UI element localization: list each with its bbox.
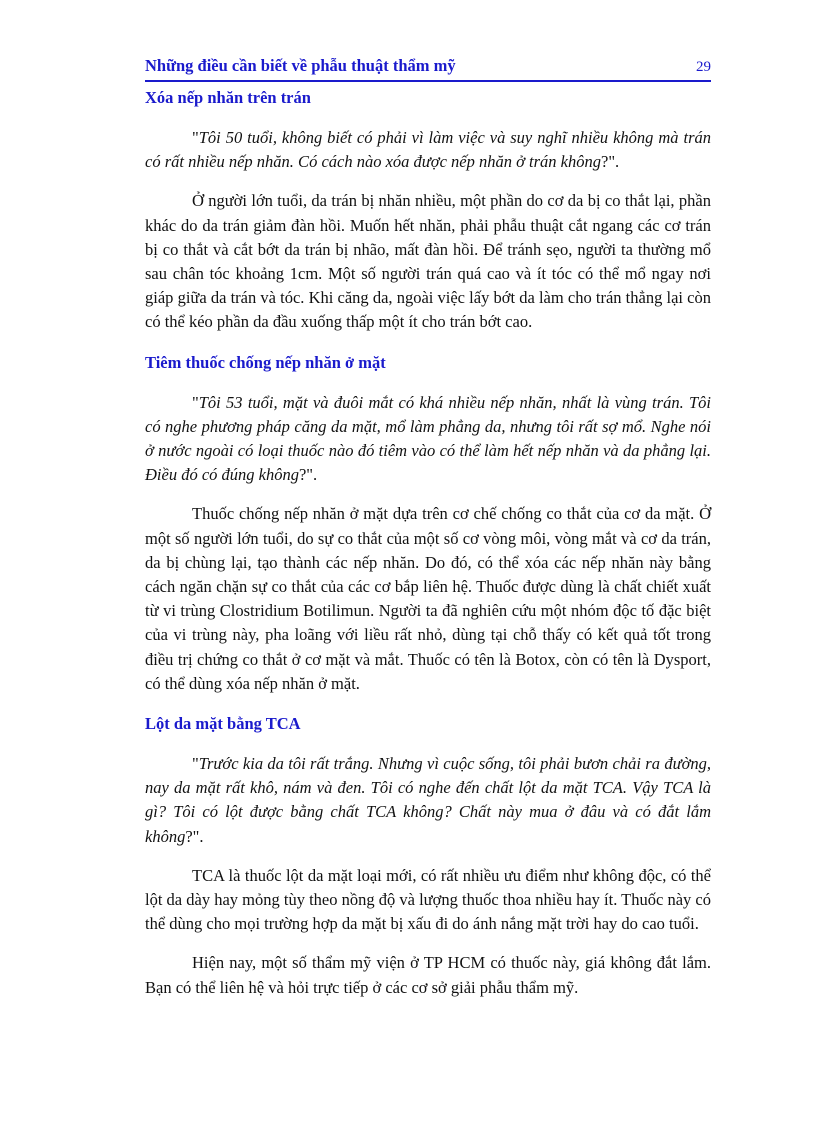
header-rule — [145, 80, 711, 82]
question-paragraph: "Tôi 53 tuổi, mặt và đuôi mắt có khá nhiều nếp nhăn, nhất là vùng trán. Tôi có nghe phương pháp căng da mặt, mổ làm phẳng da, nhưng tôi rất sợ mổ. Nghe nói ở nước ngoài có loại thuốc nào đó tiêm vào có thể làm hết nếp nhăn và da phẳng lại. Điều đó có đúng không?". — [145, 392, 711, 485]
page-content — [145, 86, 711, 1000]
page-number: 29 — [696, 59, 711, 75]
question-paragraph: "Trước kia da tôi rất trắng. Nhưng vì cuộc sống, tôi phải bươn chải ra đường, nay da mặt rất khô, nám và đen. Tôi có nghe đến chất lột da mặt TCA. Vậy TCA là gì? Tôi có lột được bằng chất TCA không? Chất này mua ở đâu và có đắt lắm không?". — [145, 754, 711, 846]
answer-paragraph: TCA là thuốc lột da mặt loại mới, có rất nhiều ưu điểm như không độc, có thể lột da dày hay mỏng tùy theo nồng độ và lượng thuốc thoa nhiều hay ít. Thuốc này có thể dùng cho mọi trường hợp da mặt bị xấu đi do ánh nắng mặt trời hay do cao tuổi. — [145, 865, 711, 934]
section-heading: Tiêm thuốc chống nếp nhăn ở mặt — [145, 352, 386, 372]
header-title: Những điều cần biết về phẫu thuật thẩm mỹ — [145, 56, 456, 75]
answer-paragraph: Hiện nay, một số thẩm mỹ viện ở TP HCM có thuốc này, giá không đắt lắm. Bạn có thể liên hệ và hỏi trực tiếp ở các cơ sở giải phẫu thẩm mỹ. — [145, 953, 711, 997]
answer-paragraph: Ở người lớn tuổi, da trán bị nhăn nhiều, một phần do cơ da bị co thắt lại, phần khác do da trán giảm đàn hồi. Muốn hết nhăn, phải phẫu thuật cắt ngang các cơ trán bị co thắt và cắt bớt da trán bị nhão, mất đàn hồi. Để tránh sẹo, người ta thường mổ sau chân tóc khoảng 1cm. Một số người trán quá cao và ít tóc có thể mổ ngay nơi giáp giữa da trán và tóc. Khi căng da, ngoài việc lấy bớt da làm cho trán thẳng lại còn có thể kéo phần da đầu xuống thấp một ít cho trán bớt cao. — [145, 191, 711, 332]
section-heading: Lột da mặt bằng TCA — [145, 714, 301, 734]
answer-paragraph: Thuốc chống nếp nhăn ở mặt dựa trên cơ chế chống co thắt của cơ da mặt. Ở một số người lớn tuổi, do sự co thắt của một số cơ vòng môi, vòng mắt và cơ da trán, da bị chùng lại, tạo thành các nếp nhăn. Do đó, có thể xóa các nếp nhăn này bằng cách ngăn chặn sự co thắt của các cơ bắp liên hệ. Thuốc được dùng là chất chiết xuất từ vi trùng Clostridium Botilimun. Người ta đã nghiên cứu một nhóm độc tố đặc biệt của vi trùng này, pha loãng với liều rất nhỏ, dùng tại chỗ thấy có kết quả tốt trong điều trị chứng co thắt ở cơ mặt và mắt. Thuốc có tên là Botox, còn có tên là Dysport, có thể dùng xóa nếp nhăn ở mặt. — [145, 504, 711, 693]
running-header — [145, 56, 711, 79]
question-paragraph: "Tôi 50 tuổi, không biết có phải vì làm việc và suy nghĩ nhiều không mà trán có rất nhiều nếp nhăn. Có cách nào xóa được nếp nhăn ở trán không?". — [145, 128, 711, 172]
section-heading: Xóa nếp nhăn trên trán — [145, 88, 311, 107]
